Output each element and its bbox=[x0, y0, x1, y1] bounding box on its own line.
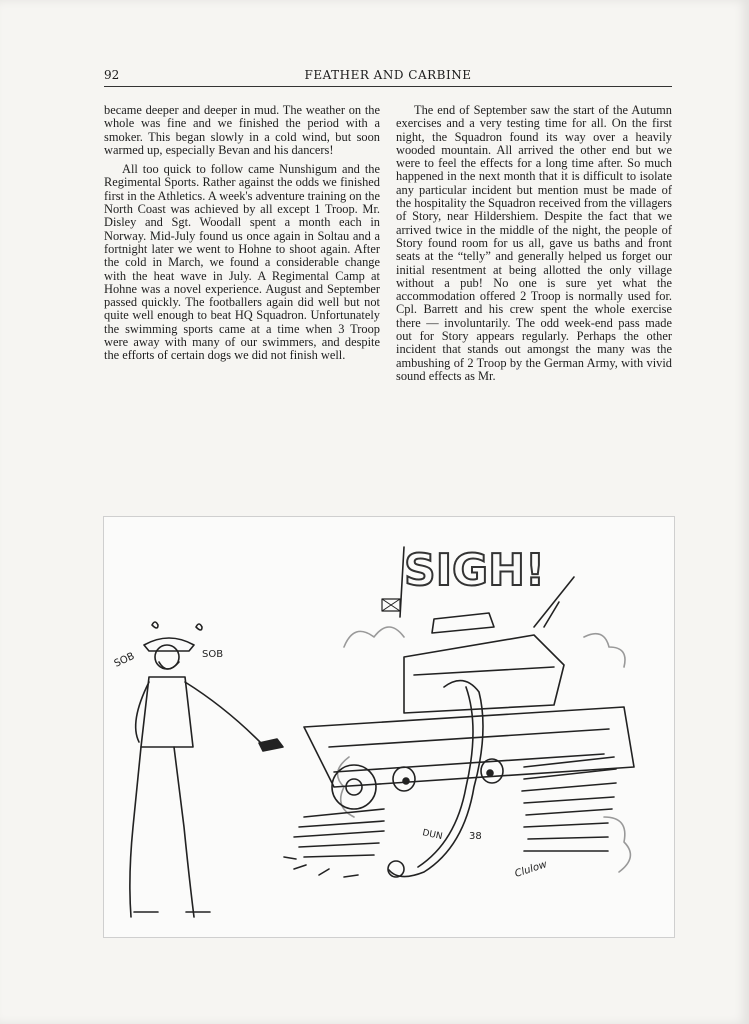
tank-marking: DUN bbox=[421, 828, 444, 843]
page-number: 92 bbox=[104, 68, 120, 82]
running-header bbox=[104, 68, 672, 86]
sob-label-left: SOB bbox=[112, 650, 137, 670]
left-column bbox=[104, 104, 380, 369]
header-rule bbox=[104, 86, 672, 87]
sob-label-right: SOB bbox=[202, 649, 224, 660]
journal-title: FEATHER AND CARBINE bbox=[304, 68, 472, 82]
paragraph: became deeper and deeper in mud. The weather on the whole was fine and we finished the period with a smoker. This began slowly in a cold wind, but soon warmed up, especially Bevan and his dancers! bbox=[104, 103, 380, 157]
paragraph: The end of September saw the start of the Autumn exercises and a very testing time for all. On the first night, the Squadron found its way over a heavily wooded mountain. All arrived the other end but we were to feel the effects for a long time after. So much happened in the next month that it is difficult to isolate any particular incident but mention must be made of the hospitality the Squadron received from the villagers of Story, near Hildershiem. Despite the fact that we arrived twice in the middle of the night, the people of Story found room for us all, gave us baths and front seats at the “telly” and generally helped us forget our initial resentment at being allotted the only village without a pub! No one is sure yet what the accommodation offered 2 Troop is normally used for. Cpl. Barrett and his crew spent the whole exercise there — involuntarily. The odd week-end pass made out for Story appears regularly. Perhaps the other incident that stands out amongst the many was the ambushing of 2 Troop by the German Army, with vivid sound effects as Mr. bbox=[396, 103, 672, 383]
paragraph: All too quick to follow came Nunshigum and the Regimental Sports. Rather against the odds we finished first in the Athletics. A week's adventure training on the North Coast was achieved by all except 1 Troop. Mr. Disley and Sgt. Woodall spent a month each in Norway. Mid-July found us once again in Soltau and a fortnight later we went to Hohne to shoot again. After the cold in March, we found a considerable change with the heat wave in July. A Regimental Camp at Hohne was a novel experience. August and September passed quickly. The footballers again did well but not quite well enough to beat HQ Squadron. Unfortunately the swimming sports came at a time when 3 Troop were away with many of our swimmers, and despite the efforts of certain dogs we did not finish well. bbox=[104, 162, 380, 363]
right-column bbox=[396, 104, 672, 389]
cartoon-drawing bbox=[104, 517, 674, 937]
artist-signature: Clulow bbox=[513, 859, 549, 880]
tank-number: 38 bbox=[469, 831, 482, 842]
sigh-caption: SIGH! bbox=[404, 545, 546, 596]
cartoon-illustration bbox=[103, 516, 675, 938]
